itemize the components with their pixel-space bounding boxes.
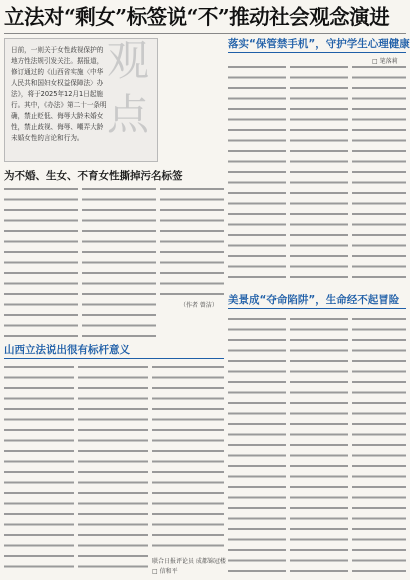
s4-col-3 xyxy=(352,318,406,576)
s1-col-left xyxy=(4,188,78,338)
intro-text: 日前，一则关于女性歧视保护的地方性法规引发关注。据报道，修订通过的《山西省实施〈中华人民共和国妇女权益保障法〉办法》，将于2025年12月1日起施行。其中，《办法》第二十一条明确，禁止贬低、侮辱大龄未婚女性，禁止歧视、侮辱、嘲弄大龄未婚女性的言论和行为。 xyxy=(11,46,107,142)
section-title-4: 美景成“夺命陷阱”，生命经不起冒险 xyxy=(228,294,400,306)
s1-col-right xyxy=(160,188,224,298)
s2-col-right xyxy=(152,366,224,552)
headline: 立法对“剩女”标签说“不”推动社会观念演进 xyxy=(4,5,390,29)
s3-col-2 xyxy=(290,66,348,284)
s3-title-underline xyxy=(228,52,406,53)
s2-footer-byline: 联合日报评论员 成都锦冠楼 xyxy=(152,558,226,565)
s2-tail-byline: □ 信和平 xyxy=(152,568,178,575)
s2-col-left xyxy=(4,366,74,576)
s3-byline: □ 笔落莉 xyxy=(372,58,398,65)
headline-rule xyxy=(4,33,406,34)
section-title-3: 落实“保管禁手机”，守护学生心理健康 xyxy=(228,38,410,50)
s2-title-underline xyxy=(4,358,224,359)
s4-col-1 xyxy=(228,318,286,576)
s2-col-mid xyxy=(78,366,148,576)
s3-col-3 xyxy=(352,66,406,284)
s1-byline: （作者 曾洁） xyxy=(180,302,218,309)
watermark-guandian: 观点 xyxy=(106,36,149,139)
s1-col-mid xyxy=(82,188,156,338)
s4-col-2 xyxy=(290,318,348,576)
section-title-1: 为不婚、生女、不育女性撕掉污名标签 xyxy=(4,170,183,182)
section-title-2: 山西立法说出很有标杆意义 xyxy=(4,344,130,356)
s3-col-1 xyxy=(228,66,286,284)
s4-title-underline xyxy=(228,308,406,309)
